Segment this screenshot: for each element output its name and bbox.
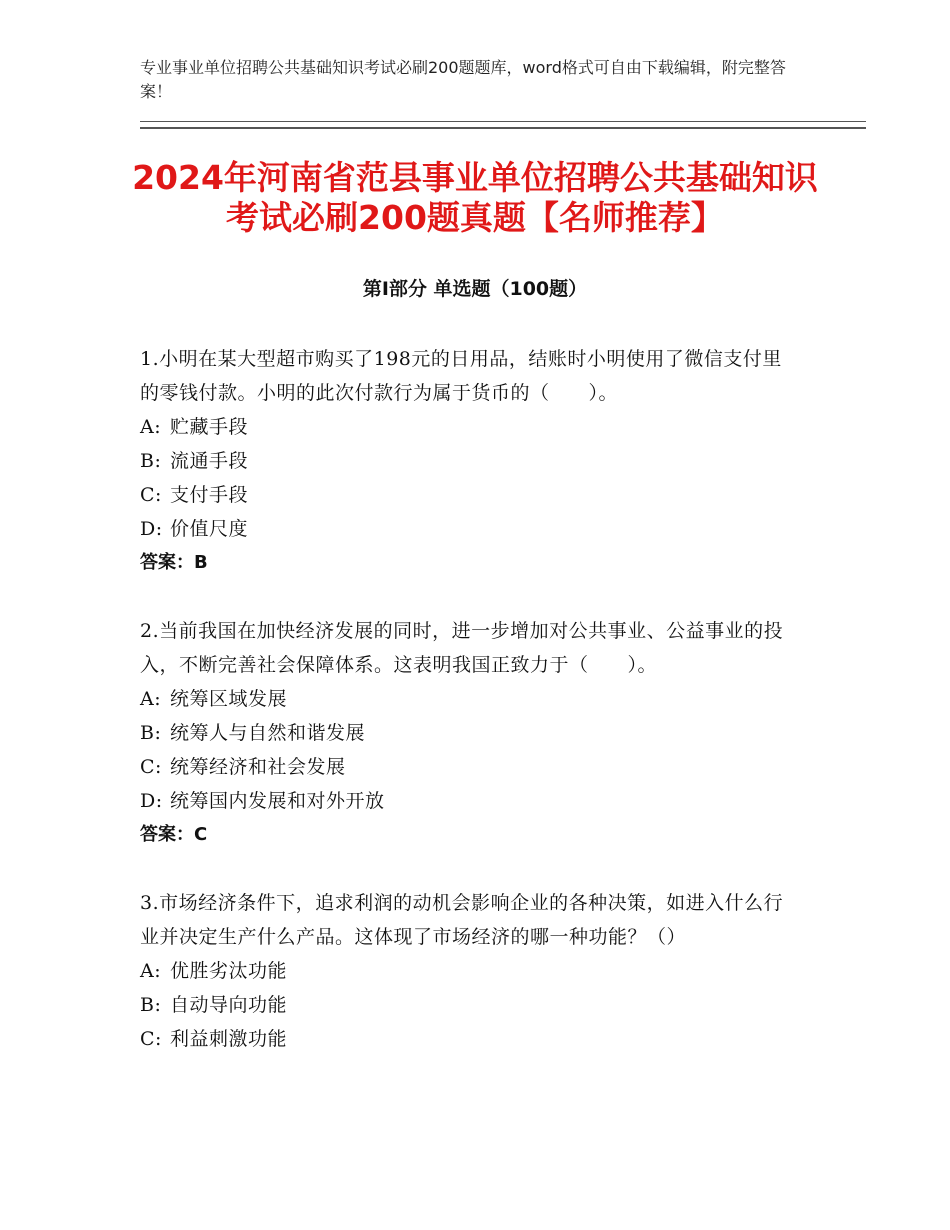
option-text: 支付手段 bbox=[170, 484, 249, 506]
document-title: 2024年河南省范县事业单位招聘公共基础知识考试必刷200题真题【名师推荐】 bbox=[132, 158, 818, 237]
question-stem: 3.市场经济条件下，追求利润的动机会影响企业的各种决策，如进入什么行业并决定生产什么产品。这体现了市场经济的哪一种功能？（） bbox=[140, 892, 784, 948]
option-a bbox=[140, 954, 800, 988]
option-letter: C: bbox=[140, 1028, 162, 1050]
question-2 bbox=[140, 614, 800, 852]
option-d bbox=[140, 512, 800, 546]
option-text: 贮藏手段 bbox=[170, 416, 249, 438]
option-a bbox=[140, 410, 800, 444]
option-b bbox=[140, 716, 800, 750]
option-c bbox=[140, 750, 800, 784]
option-letter: C: bbox=[140, 756, 162, 778]
header-divider bbox=[140, 121, 866, 129]
option-letter: B: bbox=[140, 450, 162, 472]
option-text: 统筹国内发展和对外开放 bbox=[170, 790, 385, 812]
question-3 bbox=[140, 886, 800, 1056]
option-letter: A: bbox=[140, 688, 162, 710]
option-a bbox=[140, 682, 800, 716]
question-stem: 1.小明在某大型超市购买了198元的日用品，结账时小明使用了微信支付里的零钱付款。小明的此次付款行为属于货币的（ ）。 bbox=[140, 348, 782, 404]
option-text: 优胜劣汰功能 bbox=[170, 960, 288, 982]
option-text: 价值尺度 bbox=[170, 518, 249, 540]
question-stem: 2.当前我国在加快经济发展的同时，进一步增加对公共事业、公益事业的投入，不断完善社会保障体系。这表明我国正致力于（ ）。 bbox=[140, 620, 784, 676]
option-text: 流通手段 bbox=[170, 450, 249, 472]
option-letter: B: bbox=[140, 994, 162, 1016]
option-letter: A: bbox=[140, 960, 162, 982]
option-letter: B: bbox=[140, 722, 162, 744]
option-letter: C: bbox=[140, 484, 162, 506]
option-letter: D: bbox=[140, 518, 163, 540]
option-text: 利益刺激功能 bbox=[170, 1028, 288, 1050]
option-text: 统筹区域发展 bbox=[170, 688, 288, 710]
option-b bbox=[140, 988, 800, 1022]
section-heading: 第Ⅰ部分 单选题（100题） bbox=[362, 278, 588, 300]
option-c bbox=[140, 478, 800, 512]
option-text: 自动导向功能 bbox=[170, 994, 288, 1016]
option-c bbox=[140, 1022, 800, 1056]
header-note: 专业事业单位招聘公共基础知识考试必刷200题题库，word格式可自由下载编辑，附完整答案！ bbox=[140, 58, 786, 101]
question-list bbox=[140, 342, 800, 1090]
question-1 bbox=[140, 342, 800, 580]
option-d bbox=[140, 784, 800, 818]
option-letter: A: bbox=[140, 416, 162, 438]
option-letter: D: bbox=[140, 790, 163, 812]
option-text: 统筹人与自然和谐发展 bbox=[170, 722, 366, 744]
option-b bbox=[140, 444, 800, 478]
answer-label: 答案：B bbox=[140, 552, 208, 573]
answer-label: 答案：C bbox=[140, 824, 208, 845]
option-text: 统筹经济和社会发展 bbox=[170, 756, 346, 778]
